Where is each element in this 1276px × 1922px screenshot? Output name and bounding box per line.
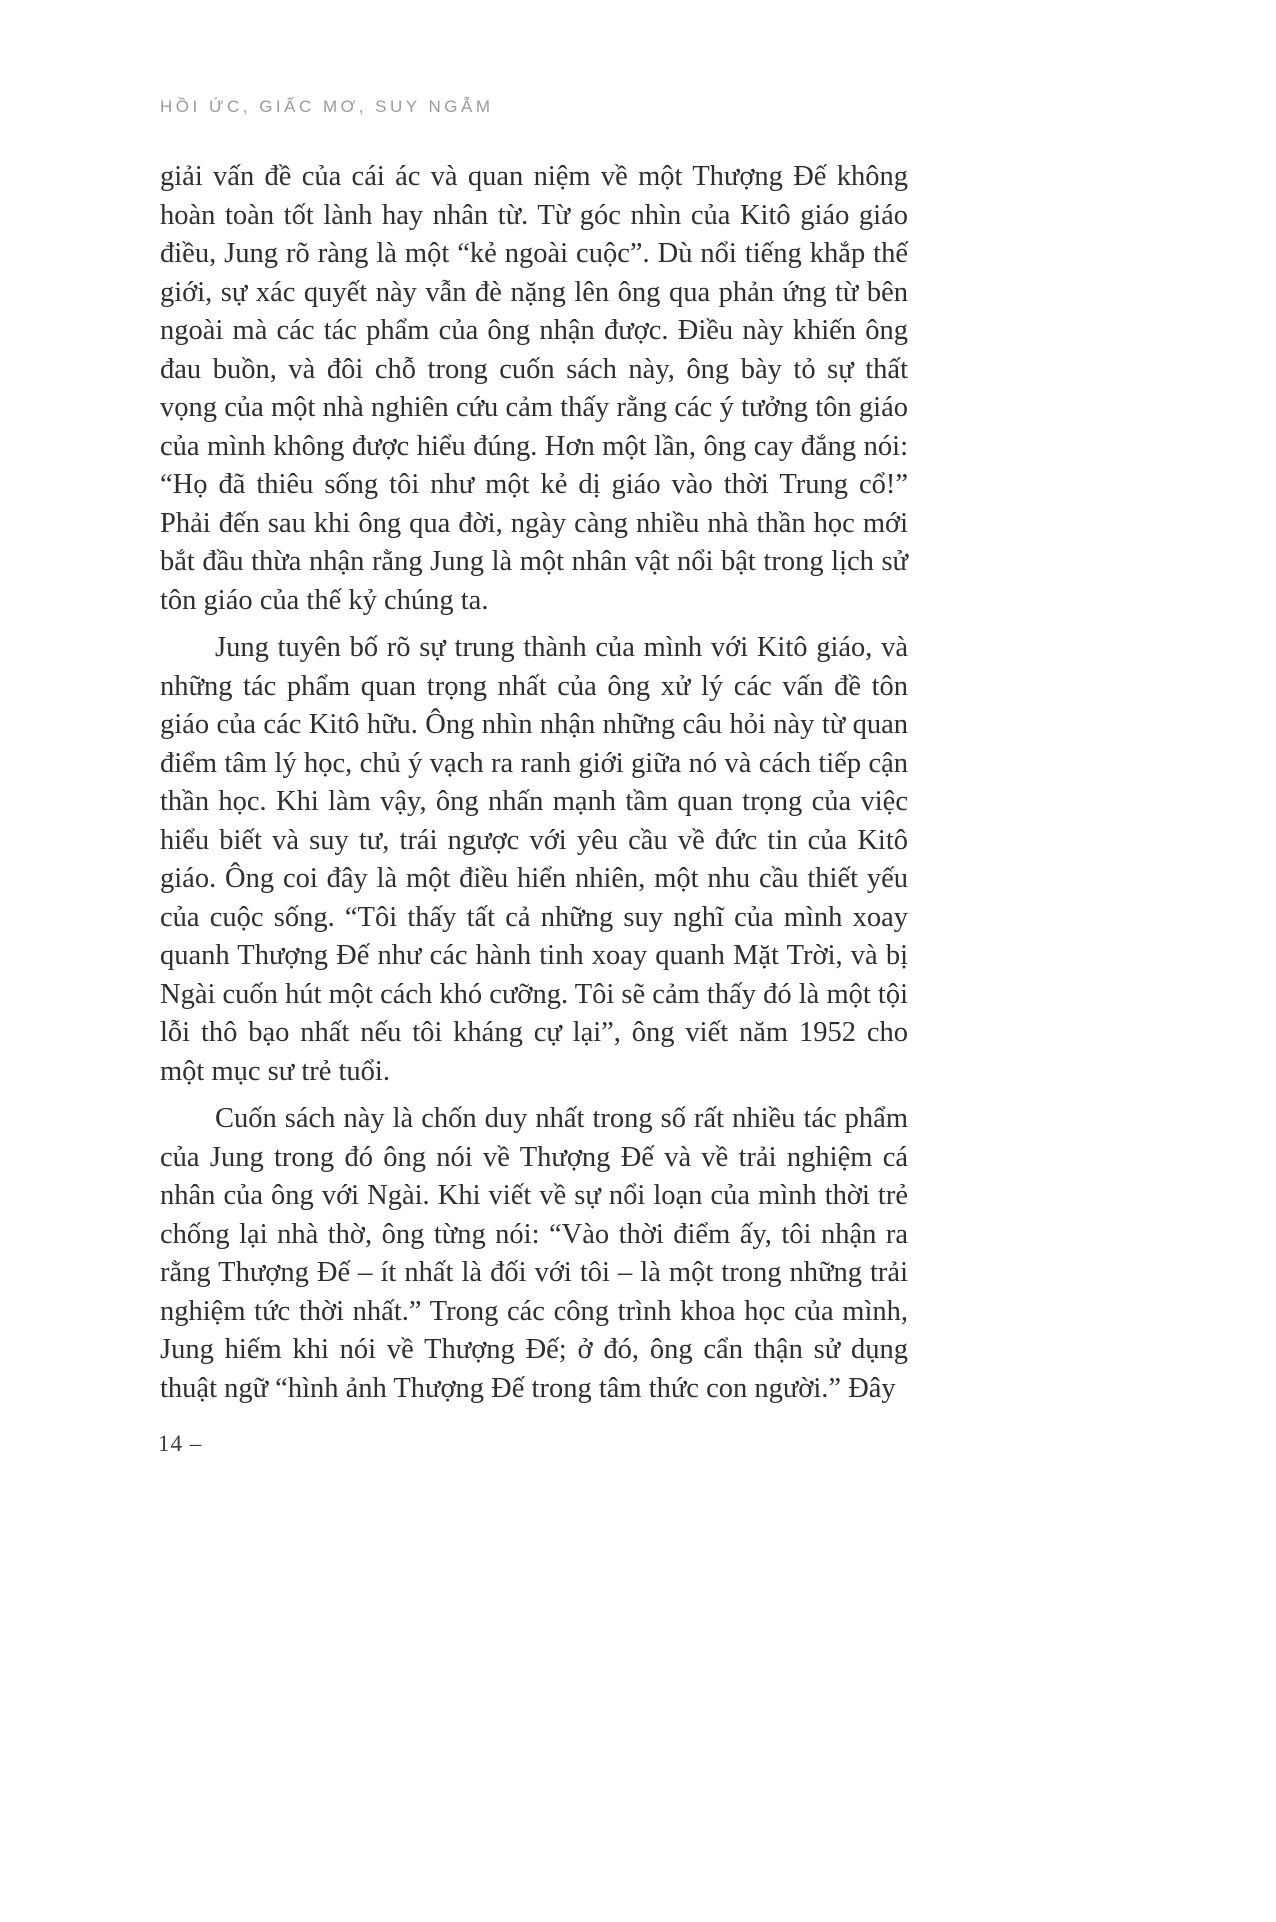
paragraph: Cuốn sách này là chốn duy nhất trong số rất nhiều tác phẩm của Jung trong đó ông nói về Thượng Đế và về trải nghiệm cá nhân của ông với Ngài. Khi viết về sự nổi loạn của mình thời trẻ chống lại nhà thờ, ông từng nói: “Vào thời điểm ấy, tôi nhận ra rằng Thượng Đế – ít nhất là đối với tôi – là một trong những trải nghiệm tức thời nhất.” Trong các công trình khoa học của mình, Jung hiếm khi nói về Thượng Đế; ở đó, ông cẩn thận sử dụng thuật ngữ “hình ảnh Thượng Đế trong tâm thức con người.” Đây [160, 1103, 908, 1404]
running-header: HỒI ỨC, GIẤC MƠ, SUY NGẪM [160, 97, 494, 116]
page-number: 14 – [158, 1431, 203, 1456]
paragraph: Jung tuyên bố rõ sự trung thành của mình với Kitô giáo, và những tác phẩm quan trọng nhất của ông xử lý các vấn đề tôn giáo của các Kitô hữu. Ông nhìn nhận những câu hỏi này từ quan điểm tâm lý học, chủ ý vạch ra ranh giới giữa nó và cách tiếp cận thần học. Khi làm vậy, ông nhấn mạnh tầm quan trọng của việc hiểu biết và suy tư, trái ngược với yêu cầu về đức tin của Kitô giáo. Ông coi đây là một điều hiển nhiên, một nhu cầu thiết yếu của cuộc sống. “Tôi thấy tất cả những suy nghĩ của mình xoay quanh Thượng Đế như các hành tinh xoay quanh Mặt Trời, và bị Ngài cuốn hút một cách khó cưỡng. Tôi sẽ cảm thấy đó là một tội lỗi thô bạo nhất nếu tôi kháng cự lại”, ông viết năm 1952 cho một mục sư trẻ tuổi. [160, 632, 908, 1087]
body-text-block [160, 158, 908, 1417]
paragraph: giải vấn đề của cái ác và quan niệm về một Thượng Đế không hoàn toàn tốt lành hay nhân từ. Từ góc nhìn của Kitô giáo giáo điều, Jung rõ ràng là một “kẻ ngoài cuộc”. Dù nổi tiếng khắp thế giới, sự xác quyết này vẫn đè nặng lên ông qua phản ứng từ bên ngoài mà các tác phẩm của ông nhận được. Điều này khiến ông đau buồn, và đôi chỗ trong cuốn sách này, ông bày tỏ sự thất vọng của một nhà nghiên cứu cảm thấy rằng các ý tưởng tôn giáo của mình không được hiểu đúng. Hơn một lần, ông cay đắng nói: “Họ đã thiêu sống tôi như một kẻ dị giáo vào thời Trung cổ!” Phải đến sau khi ông qua đời, ngày càng nhiều nhà thần học mới bắt đầu thừa nhận rằng Jung là một nhân vật nổi bật trong lịch sử tôn giáo của thế kỷ chúng ta. [160, 161, 908, 616]
